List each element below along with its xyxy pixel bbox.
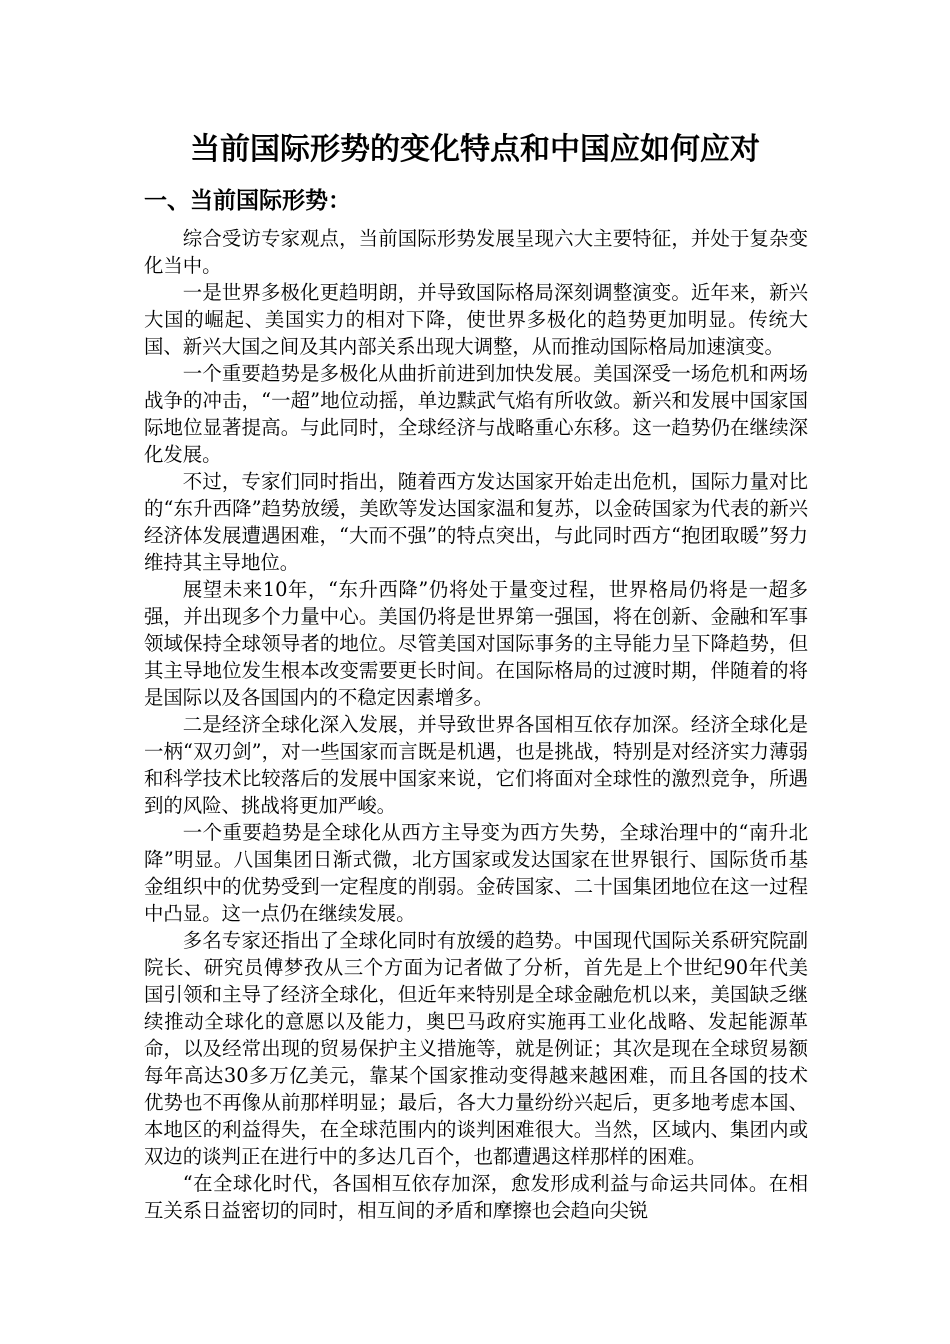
paragraph: 综合受访专家观点，当前国际形势发展呈现六大主要特征，并处于复杂变化当中。 (144, 227, 808, 277)
paragraph: “在全球化时代，各国相互依存加深，愈发形成利益与命运共同体。在相互关系日益密切的同时，相互间的矛盾和摩擦也会趋向尖锐 (144, 1172, 808, 1222)
paragraph: 一个重要趋势是全球化从西方主导变为西方失势，全球治理中的“南升北降”明显。八国集团日渐式微，北方国家或发达国家在世界银行、国际货币基金组织中的优势受到一定程度的削弱。金砖国家、二十国集团地位在这一过程中凸显。这一点仍在继续发展。 (144, 821, 808, 925)
paragraph: 二是经济全球化深入发展，并导致世界各国相互依存加深。经济全球化是一柄“双刃剑”，对一些国家而言既是机遇，也是挑战，特别是对经济实力薄弱和科学技术比较落后的发展中国家来说，它们将面对全球性的激烈竞争，所遇到的风险、挑战将更加严峻。 (144, 713, 808, 817)
body-text (144, 225, 808, 1224)
document-title: 当前国际形势的变化特点和中国应如何应对 (190, 132, 760, 167)
paragraph: 不过，专家们同时指出，随着西方发达国家开始走出危机，国际力量对比的“东升西降”趋势放缓，美欧等发达国家温和复苏，以金砖国家为代表的新兴经济体发展遭遇困难，“大而不强”的特点突出，与此同时西方“抱团取暖”努力维持其主导地位。 (144, 470, 808, 574)
paragraph: 多名专家还指出了全球化同时有放缓的趋势。中国现代国际关系研究院副院长、研究员傅梦孜从三个方面为记者做了分析，首先是上个世纪90年代美国引领和主导了经济全球化，但近年来特别是全球金融危机以来，美国缺乏继续推动全球化的意愿以及能力，奥巴马政府实施再工业化战略、发起能源革命，以及经常出现的贸易保护主义措施等，就是例证；其次是现在全球贸易额每年高达30多万亿美元，靠某个国家推动变得越来越困难，而且各国的技术优势也不再像从前那样明显；最后，各大力量纷纷兴起后，更多地考虑本国、本地区的利益得失，在全球范围内的谈判困难很大。当然，区域内、集团内或双边的谈判正在进行中的多达几百个，也都遭遇这样那样的困难。 (144, 929, 808, 1168)
paragraph: 展望未来10年，“东升西降”仍将处于量变过程，世界格局仍将是一超多强，并出现多个力量中心。美国仍将是世界第一强国，将在创新、金融和军事领域保持全球领导者的地位。尽管美国对国际事务的主导能力呈下降趋势，但其主导地位发生根本改变需要更长时间。在国际格局的过渡时期，伴随着的将是国际以及各国国内的不稳定因素增多。 (144, 578, 808, 709)
paragraph: 一个重要趋势是多极化从曲折前进到加快发展。美国深受一场危机和两场战争的冲击，“一超”地位动摇，单边黩武气焰有所收敛。新兴和发展中国家国际地位显著提高。与此同时，全球经济与战略重心东移。这一趋势仍在继续深化发展。 (144, 362, 808, 466)
paragraph: 一是世界多极化更趋明朗，并导致国际格局深刻调整演变。近年来，新兴大国的崛起、美国实力的相对下降，使世界多极化的趋势更加明显。传统大国、新兴大国之间及其内部关系出现大调整，从而推动国际格局加速演变。 (144, 281, 808, 358)
section-heading: 一、当前国际形势： (144, 188, 351, 214)
